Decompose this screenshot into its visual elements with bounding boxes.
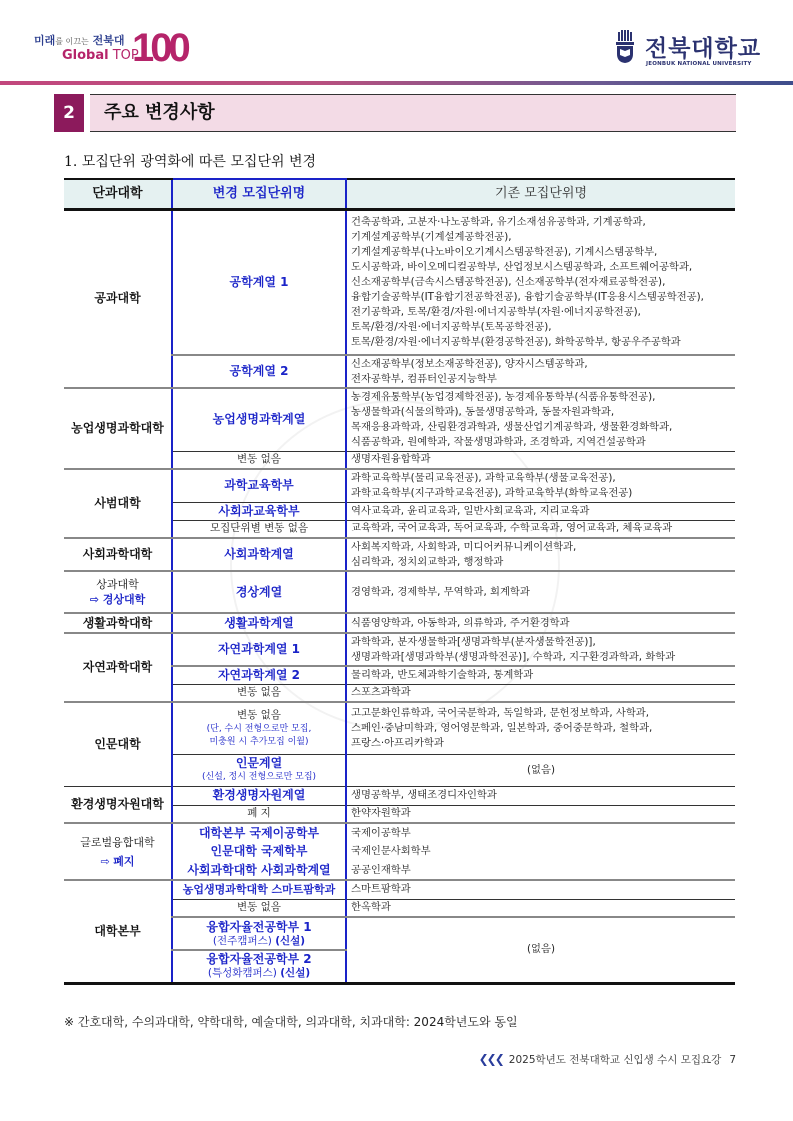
old-unit-cell: 경영학과, 경제학부, 무역학과, 회계학과 [346, 571, 735, 613]
slogan-logo [34, 28, 194, 68]
old-unit-cell: 신소재공학부(정보소재공학전공), 양자시스템공학과, 전자공학부, 컴퓨터인공지능학부 [346, 355, 735, 388]
old-unit-cell: 공공인재학부 [346, 861, 735, 880]
college-status: 폐지 [113, 854, 135, 868]
chevron-left-icon: ❮❮❮ [478, 1052, 503, 1066]
old-unit-cell: 농경제유통학부(농업경제학전공), 농경제유통학부(식품유통학전공), 농생물학과(식물의학과), 동물생명공학과, 동물자원과학과, 목재응용과학과, 산림환경과학과, 생물산업기계공학과, 생물환경화학과, 식품공학과, 원예학과, 작물생명과학과, 조경학과, 지역건설공학과 [346, 388, 735, 451]
old-unit-cell: 과학교육학부(물리교육전공), 과학교육학부(생물교육전공), 과학교육학부(지구과학교육전공), 과학교육학부(화학교육전공) [346, 469, 735, 502]
table-row [64, 880, 735, 899]
new-unit-cell: 자연과학계열 2 [172, 666, 346, 684]
new-unit-cell: 경상계열 [172, 571, 346, 613]
slogan-global: Global [62, 48, 109, 63]
header-divider [0, 81, 793, 85]
old-unit-cell: 생명공학부, 생태조경디자인학과 [346, 786, 735, 805]
new-unit-cell: 자연과학계열 1 [172, 633, 346, 666]
slogan-ikkeuneun: 를 이끄는 [55, 37, 89, 46]
college-cell: 사회과학대학 [64, 538, 172, 571]
college-cell: 공과대학 [64, 209, 172, 388]
new-unit-cell: 융합자율전공학부 2 (특성화캠퍼스) (신설) [172, 950, 346, 983]
college-cell: 대학본부 [64, 880, 172, 983]
new-unit-cell: 인문계열 (신설, 정시 전형으로만 모집) [172, 754, 346, 786]
footer-text: 2025학년도 전북대학교 신입생 수시 모집요강 [508, 1054, 722, 1066]
table-row [64, 571, 735, 613]
table-row [64, 209, 735, 355]
college-new-name: 경상대학 [102, 593, 146, 606]
header-college: 단과대학 [64, 179, 172, 209]
header-old-unit: 기존 모집단위명 [346, 179, 735, 209]
slogan-100: 100 [132, 26, 187, 70]
section-heading [54, 94, 736, 132]
new-unit-cell: 변동 없음 [172, 899, 346, 917]
old-unit-cell: 스마트팜학과 [346, 880, 735, 899]
new-unit-cell: 농업생명과학대학 스마트팜학과 [172, 880, 346, 899]
new-unit-cell: 공학계열 1 [172, 209, 346, 355]
university-name: 전북대학교 [645, 36, 762, 62]
new-unit-cell: 변동 없음 (단, 수시 전형으로만 모집, 미충원 시 추가모집 이월) [172, 702, 346, 754]
old-unit-cell: 국제인문사회학부 [351, 845, 431, 857]
new-unit-cell: 모집단위별 변동 없음 [172, 520, 346, 538]
page-header [0, 0, 793, 80]
old-unit-cell: (없음) [346, 917, 735, 983]
college-cell: 글로벌융합대학 ⇨ 폐지 [64, 823, 172, 880]
new-unit-cell: 사회과학계열 [172, 538, 346, 571]
section-number: 2 [54, 94, 84, 132]
table-row [64, 633, 735, 666]
college-cell: 사범대학 [64, 469, 172, 538]
arrow-right-icon: ⇨ [89, 593, 99, 606]
new-unit-cell: 사회과학대학 사회과학계열 [172, 861, 346, 880]
table-header-row [64, 179, 735, 209]
table-row [64, 823, 735, 842]
table-row [64, 786, 735, 805]
old-unit-cell: 건축공학과, 고분자·나노공학과, 유기소재섬유공학과, 기계공학과, 기계설계공학부(기계설계공학전공), 기계설계공학부(나노바이오기계시스템공학전공), 기계시스템공학부, 도시공학과, 바이오메디컬공학부, 산업정보시스템공학과, 소프트웨어공학과, 신소재공학부(금속시스템공학전공), 신소재공학부(전자재료공학전공), 융합기술공학부(IT융합기전공학전공), 융합기술공학부(IT응용시스템공학전공), 전기공학과, 토목/환경/자원·에너지공학부(자원·에너지공학전공), 토목/환경/자원·에너지공학부(토목공학전공), 토목/환경/자원·에너지공학부(환경공학전공), 화학공학부, 항공우주공학과 [346, 209, 735, 355]
university-name-en: JEONBUK NATIONAL UNIVERSITY [646, 61, 752, 67]
new-unit-cell: 변동 없음 [172, 684, 346, 702]
college-cell: 자연과학대학 [64, 633, 172, 702]
page-footer [0, 1052, 736, 1067]
table-row [64, 469, 735, 502]
old-unit-cell: 스포츠과학과 [346, 684, 735, 702]
slogan-mirae: 미래 [34, 34, 56, 47]
slogan-top: TOP [108, 48, 139, 63]
table-row [64, 538, 735, 571]
old-unit-cell: (없음) [346, 754, 735, 786]
arrow-right-icon: ⇨ [100, 854, 110, 868]
new-unit-cell: 폐 지 [172, 805, 346, 823]
table-row [64, 613, 735, 633]
college-cell: 상과대학 ⇨ 경상대학 [64, 571, 172, 613]
subsection-title: 1. 모집단위 광역화에 따른 모집단위 변경 [64, 154, 316, 170]
new-unit-cell: 사회과교육학부 [172, 502, 346, 520]
slogan-jbnu: 전북대 [92, 34, 125, 47]
new-unit-cell: 농업생명과학계열 [172, 388, 346, 451]
old-unit-cell: 고고문화인류학과, 국어국문학과, 독일학과, 문헌정보학과, 사학과, 스페인·중남미학과, 영어영문학과, 일본학과, 중어중문학과, 철학과, 프랑스·아프리카학과 [346, 702, 735, 754]
old-unit-cell: 과학학과, 분자생물학과[생명과학부(분자생물학전공)], 생명과학과[생명과학부(생명과학전공)], 수학과, 지구환경과학과, 화학과 [346, 633, 735, 666]
header-new-unit: 변경 모집단위명 [172, 179, 346, 209]
new-unit-cell: 과학교육학부 [172, 469, 346, 502]
new-unit-cell: 대학본부 국제이공학부 [172, 823, 346, 842]
university-logo [616, 30, 766, 70]
old-unit-cell: 역사교육과, 윤리교육과, 일반사회교육과, 지리교육과 [346, 502, 735, 520]
new-unit-cell: 융합자율전공학부 1 (전주캠퍼스) (신설) [172, 917, 346, 950]
old-unit-cell: 한옥학과 [346, 899, 735, 917]
college-cell: 환경생명자원대학 [64, 786, 172, 823]
section-title: 주요 변경사항 [90, 94, 736, 132]
old-unit-cell: 국제이공학부 [351, 826, 411, 839]
college-cell: 농업생명과학대학 [64, 388, 172, 469]
new-unit-cell: 인문대학 국제학부 [172, 842, 346, 861]
old-unit-cell: 생명자원융합학과 [346, 451, 735, 469]
table-row [64, 702, 735, 754]
new-unit-cell: 환경생명자원계열 [172, 786, 346, 805]
old-unit-cell: 물리학과, 반도체과학기술학과, 통계학과 [346, 666, 735, 684]
university-emblem-icon [616, 30, 634, 64]
unit-change-table [64, 178, 735, 985]
table-row [64, 388, 735, 451]
old-unit-cell: 교육학과, 국어교육과, 독어교육과, 수학교육과, 영어교육과, 체육교육과 [346, 520, 735, 538]
old-unit-cell: 사회복지학과, 사회학과, 미디어커뮤니케이션학과, 심리학과, 정치외교학과, 행정학과 [346, 538, 735, 571]
new-unit-cell: 공학계열 2 [172, 355, 346, 388]
page-number: 7 [729, 1054, 736, 1066]
old-unit-cell: 식품영양학과, 아동학과, 의류학과, 주거환경학과 [346, 613, 735, 633]
old-unit-cell: 한약자원학과 [346, 805, 735, 823]
new-unit-cell: 변동 없음 [172, 451, 346, 469]
footnote: ※ 간호대학, 수의과대학, 약학대학, 예술대학, 의과대학, 치과대학: 2024학년도와 동일 [64, 1015, 518, 1029]
college-cell: 인문대학 [64, 702, 172, 786]
new-unit-cell: 생활과학계열 [172, 613, 346, 633]
college-cell: 생활과학대학 [64, 613, 172, 633]
